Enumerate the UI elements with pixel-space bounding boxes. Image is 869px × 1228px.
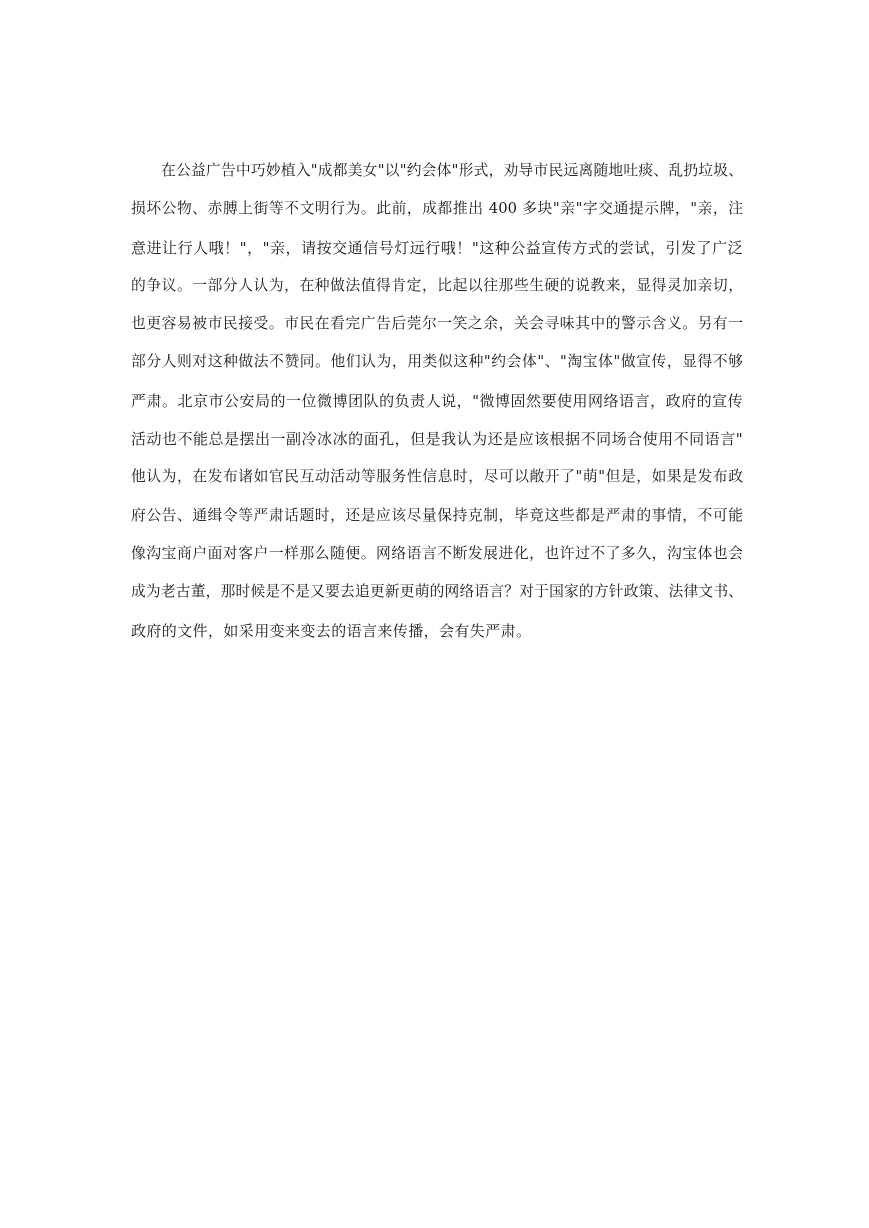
paragraph-line: 严肃。北京市公安局的一位微博团队的负责人说，"微博固然要使用网络语言，政府的宣传 bbox=[131, 391, 743, 410]
paragraph-line: 的争议。一部分人认为，在种做法值得肯定，比起以往那些生硬的说教来，显得灵加亲切， bbox=[131, 276, 743, 294]
paragraph-line: 府公告、通缉令等严肃话题时，还是应该尽量保持克制，毕竟这些都是严肃的事情，不可能 bbox=[131, 506, 743, 524]
paragraph-line: 成为老古董，那时候是不是又要去追更新更萌的网络语言？对于国家的方针政策、法律文书、 bbox=[131, 583, 743, 601]
paragraph-line: 像沟宝商户面对客户一样那么随便。网络语言不断发展进化，也许过不了多久，沟宝体也会 bbox=[131, 544, 743, 562]
paragraph-line: 损坏公物、赤膊上街等不文明行为。此前，成都推出 400 多块"亲"字交通提示牌，"亲，注 bbox=[131, 200, 743, 218]
paragraph-line: 活动也不能总是摆出一副冷冰冰的面孔，但是我认为还是应该根据不同场合使用不同语言" bbox=[131, 430, 743, 449]
paragraph-line: 他认为，在发布诸如官民互动活动等服务性信息时，尽可以敞开了"萌"但是，如果是发布政 bbox=[131, 468, 743, 486]
paragraph-line: 部分人则对这种做法不赞同。他们认为，用类似这种"约会体"、"淘宝体"做宣传，显得不够 bbox=[131, 353, 743, 371]
paragraph-line: 也更容易被市民接受。市民在看完广告后莞尔一笑之余，关会寻味其中的警示含义。另有一 bbox=[131, 315, 743, 333]
paragraph-line: 在公益广告中巧妙植入"成都美女"以"约会体"形式，劝导市民远离随地吐痰、乱扔垃圾、 bbox=[161, 162, 743, 179]
body-paragraph bbox=[131, 152, 743, 650]
paragraph-line: 意进让行人哦！"，"亲，请按交通信号灯远行哦！"这种公益宣传方式的尝试，引发了广泛 bbox=[131, 238, 743, 257]
paragraph-line: 政府的文件，如采用变来变去的语言来传播，会有失严肃。 bbox=[131, 621, 532, 640]
